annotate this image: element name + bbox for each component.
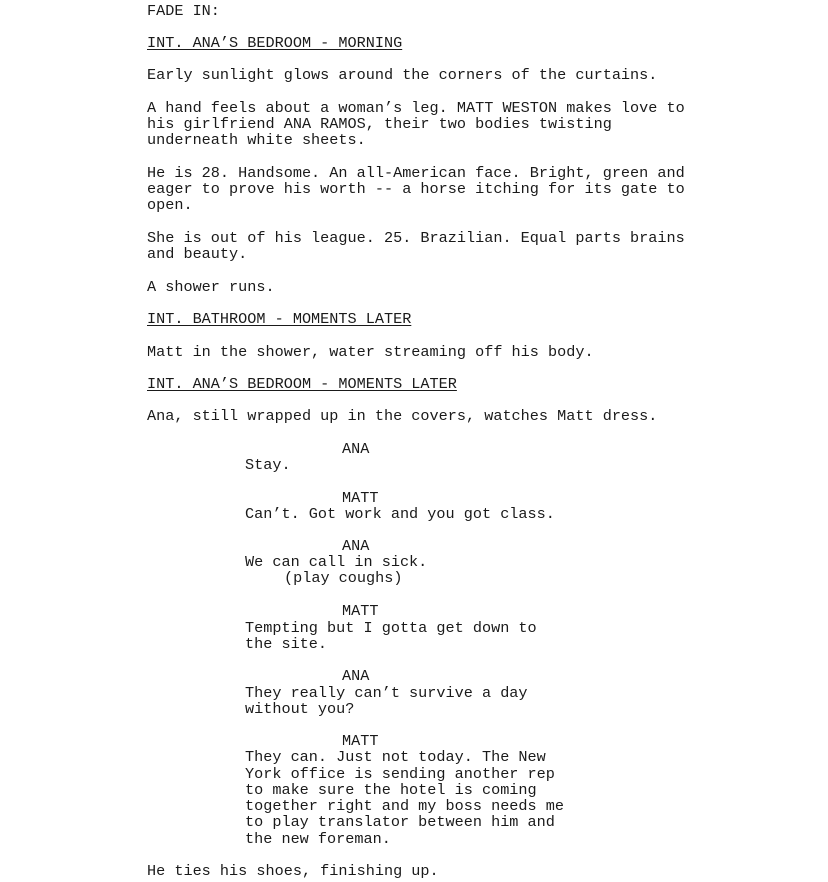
action-line: She is out of his league. 25. Brazilian. Equal parts brains (147, 229, 685, 247)
dialogue-line: Can’t. Got work and you got class. (245, 505, 555, 523)
dialogue-line: to make sure the hotel is coming (245, 781, 537, 799)
action-line: He ties his shoes, finishing up. (147, 862, 439, 880)
action-line: Early sunlight glows around the corners of the curtains. (147, 66, 658, 84)
dialogue-line: together right and my boss needs me (245, 797, 564, 815)
action-line: underneath white sheets. (147, 131, 366, 149)
dialogue-line: Stay. (245, 456, 291, 474)
action-line: open. (147, 196, 193, 214)
dialogue-line: York office is sending another rep (245, 765, 555, 783)
action-line: his girlfriend ANA RAMOS, their two bodies twisting (147, 115, 612, 133)
character-name: MATT (342, 732, 379, 750)
parenthetical: (play coughs) (284, 569, 403, 587)
action-line: A shower runs. (147, 278, 275, 296)
action-line: Ana, still wrapped up in the covers, watches Matt dress. (147, 407, 658, 425)
dialogue-line: They really can’t survive a day (245, 684, 528, 702)
dialogue-line: Tempting but I gotta get down to (245, 619, 537, 637)
dialogue-line: to play translator between him and (245, 813, 555, 831)
dialogue-line: We can call in sick. (245, 553, 428, 571)
action-line: Matt in the shower, water streaming off his body. (147, 343, 594, 361)
action-line: eager to prove his worth -- a horse itching for its gate to (147, 180, 685, 198)
scene-heading: INT. ANA’S BEDROOM - MORNING (147, 34, 403, 52)
dialogue-line: They can. Just not today. The New (245, 748, 546, 766)
character-name: MATT (342, 489, 379, 507)
scene-heading: INT. ANA’S BEDROOM - MOMENTS LATER (147, 375, 457, 393)
dialogue-line: without you? (245, 700, 355, 718)
action-line: He is 28. Handsome. An all-American face. Bright, green and (147, 164, 685, 182)
transition: FADE IN: (147, 2, 220, 20)
action-line: and beauty. (147, 245, 248, 263)
character-name: ANA (342, 667, 370, 685)
scene-heading: INT. BATHROOM - MOMENTS LATER (147, 310, 412, 328)
character-name: ANA (342, 440, 370, 458)
action-line: A hand feels about a woman’s leg. MATT WESTON makes love to (147, 99, 685, 117)
character-name: ANA (342, 537, 370, 555)
dialogue-line: the site. (245, 635, 328, 653)
dialogue-line: the new foreman. (245, 830, 391, 848)
character-name: MATT (342, 602, 379, 620)
